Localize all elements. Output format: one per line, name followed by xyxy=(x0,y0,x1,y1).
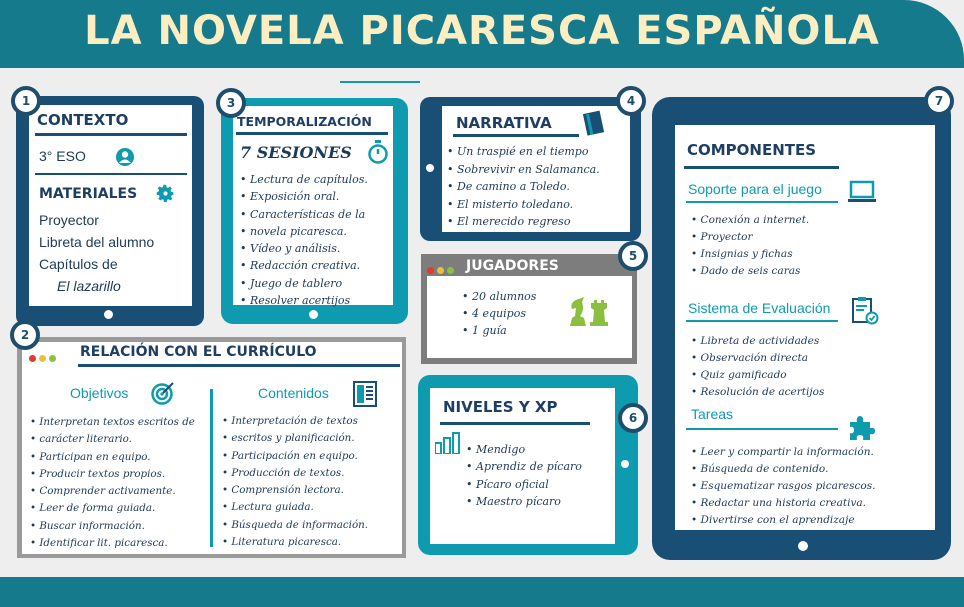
list-item: • Leer y compartir la información. xyxy=(691,444,875,461)
divider xyxy=(340,81,420,83)
list-item: • Resolver acertijos xyxy=(240,292,368,309)
footer-bar xyxy=(0,577,964,607)
list-item: • Producción de textos. xyxy=(222,465,368,482)
jugadores-list xyxy=(462,288,536,339)
list-item: • Participación en equipo. xyxy=(222,448,368,465)
list-item: • Proyector xyxy=(691,229,809,246)
list-item: • Literatura picaresca. xyxy=(222,534,368,551)
list-item: • Observación directa xyxy=(691,350,824,367)
list-item: • Características de la xyxy=(240,206,368,223)
componentes-title: COMPONENTES xyxy=(687,141,817,159)
title-underline xyxy=(78,364,400,367)
list-item: • Lectura de capítulos. xyxy=(240,171,368,188)
section-number-badge: 7 xyxy=(924,86,954,116)
contenidos-title: Contenidos xyxy=(258,385,329,401)
list-item: • Interpretan textos escritos de xyxy=(30,414,195,431)
list-item: • Mendigo xyxy=(466,441,582,458)
column-divider xyxy=(210,389,213,547)
list-item: • 1 guía xyxy=(462,322,536,339)
list-item: • Quiz gamificado xyxy=(691,367,824,384)
list-item-continuation: escritos y planificación. xyxy=(231,432,355,445)
list-item: • Búsqueda de información. xyxy=(222,517,368,534)
window-controls xyxy=(29,349,59,367)
material-item: Proyector xyxy=(39,212,99,228)
tareas-title: Tareas xyxy=(691,406,734,422)
document-icon xyxy=(353,381,377,407)
list-item: • Lectura guiada. xyxy=(222,499,368,516)
soporte-list xyxy=(691,212,809,280)
list-item: • Aprendiz de pícaro xyxy=(466,458,582,475)
list-item xyxy=(240,223,368,240)
home-button xyxy=(426,164,434,172)
jugadores-title: JUGADORES xyxy=(466,258,559,274)
soporte-title: Soporte para el juego xyxy=(688,181,822,197)
home-button xyxy=(104,310,113,319)
chess-icon xyxy=(566,290,612,330)
list-item: • Juego de tablero xyxy=(240,275,368,292)
list-item: • 20 alumnos xyxy=(462,288,536,305)
curriculo-title: RELACIÓN CON EL CURRÍCULO xyxy=(80,344,317,360)
puzzle-icon xyxy=(847,413,875,441)
list-item: • Participan en equipo. xyxy=(30,449,195,466)
list-item: • Esquematizar rasgos picarescos. xyxy=(691,478,875,495)
section-number-badge: 6 xyxy=(618,403,648,433)
divider xyxy=(686,320,838,322)
gear-icon xyxy=(155,183,176,204)
list-item: • Buscar información. xyxy=(30,518,195,535)
list-item: • Maestro pícaro xyxy=(466,493,582,510)
list-item-continuation: carácter literario. xyxy=(39,433,132,446)
objetivos-title: Objetivos xyxy=(70,385,129,401)
material-item: Capítulos de xyxy=(39,256,118,272)
narrativa-list xyxy=(447,143,600,231)
list-item: • Leer de forma guiada. xyxy=(30,500,195,517)
list-item: • Producir textos propios. xyxy=(30,466,195,483)
section-number-badge: 5 xyxy=(618,241,648,271)
divider xyxy=(686,428,838,430)
target-icon xyxy=(151,381,175,405)
list-item-continuation: novela picaresca. xyxy=(250,224,347,238)
temporalizacion-title: TEMPORALIZACIÓN xyxy=(237,114,372,129)
section-number-badge: 2 xyxy=(10,320,40,350)
book-icon xyxy=(582,109,608,137)
home-button xyxy=(309,310,318,319)
divider xyxy=(35,173,187,175)
list-item xyxy=(222,430,368,447)
narrativa-title: NARRATIVA xyxy=(456,114,552,132)
list-item: • El merecido regreso xyxy=(447,213,600,231)
home-button xyxy=(798,541,808,551)
section-number-badge: 1 xyxy=(11,86,41,116)
list-item: • Comprensión lectora. xyxy=(222,482,368,499)
bar-chart-icon xyxy=(435,432,461,454)
list-item: • Insignias y fichas xyxy=(691,246,809,263)
title-underline xyxy=(236,132,388,135)
divider xyxy=(686,201,838,203)
window-controls xyxy=(427,261,457,279)
title-underline xyxy=(440,422,590,425)
objetivos-list xyxy=(30,414,195,552)
clipboard-check-icon xyxy=(851,296,879,326)
title-underline xyxy=(684,166,839,169)
list-item: • Comprender activamente. xyxy=(30,483,195,500)
list-item: • Exposición oral. xyxy=(240,188,368,205)
list-item: • Redactar una historia creativa. xyxy=(691,495,875,512)
list-item: • Divertirse con el aprendizaje xyxy=(691,512,875,529)
section-number-badge: 3 xyxy=(216,88,246,118)
contenidos-list xyxy=(222,413,368,551)
material-item: El lazarillo xyxy=(57,278,121,294)
user-icon xyxy=(115,147,135,167)
list-item: • El misterio toledano. xyxy=(447,196,600,214)
evaluacion-list xyxy=(691,333,824,401)
page-title: LA NOVELA PICARESCA ESPAÑOLA xyxy=(84,8,880,54)
list-item: • Búsqueda de contenido. xyxy=(691,461,875,478)
list-item: • 4 equipos xyxy=(462,305,536,322)
material-item: Libreta del alumno xyxy=(39,234,155,250)
list-item xyxy=(30,431,195,448)
stopwatch-icon xyxy=(367,140,389,164)
laptop-icon xyxy=(847,180,877,204)
temporalizacion-list xyxy=(240,171,368,309)
contexto-title: CONTEXTO xyxy=(37,111,129,129)
list-item: • Libreta de actividades xyxy=(691,333,824,350)
evaluacion-title: Sistema de Evaluación xyxy=(688,300,831,316)
list-item: • Sobrevivir en Salamanca. xyxy=(447,161,600,179)
section-number-badge: 4 xyxy=(616,86,646,116)
materials-list xyxy=(39,209,154,297)
home-button xyxy=(621,460,629,468)
list-item: • Vídeo y análisis. xyxy=(240,240,368,257)
list-item: • De camino a Toledo. xyxy=(447,178,600,196)
list-item: • Redacción creativa. xyxy=(240,257,368,274)
list-item: • Interpretación de textos xyxy=(222,413,368,430)
list-item: • Dado de seis caras xyxy=(691,263,809,280)
contexto-level: 3° ESO xyxy=(39,148,86,164)
list-item: • Resolución de acertijos xyxy=(691,384,824,401)
list-item: • Identificar lit. picaresca. xyxy=(30,535,195,552)
sessions-label: 7 SESIONES xyxy=(240,143,352,162)
niveles-list xyxy=(466,441,582,511)
title-underline xyxy=(453,134,579,137)
materials-title: MATERIALES xyxy=(39,186,138,202)
niveles-title: NIVELES Y XP xyxy=(443,398,558,416)
list-item: • Pícaro oficial xyxy=(466,476,582,493)
list-item: • Un traspié en el tiempo xyxy=(447,143,600,161)
tareas-list xyxy=(691,444,875,529)
list-item: • Conexión a internet. xyxy=(691,212,809,229)
title-underline xyxy=(35,133,187,136)
